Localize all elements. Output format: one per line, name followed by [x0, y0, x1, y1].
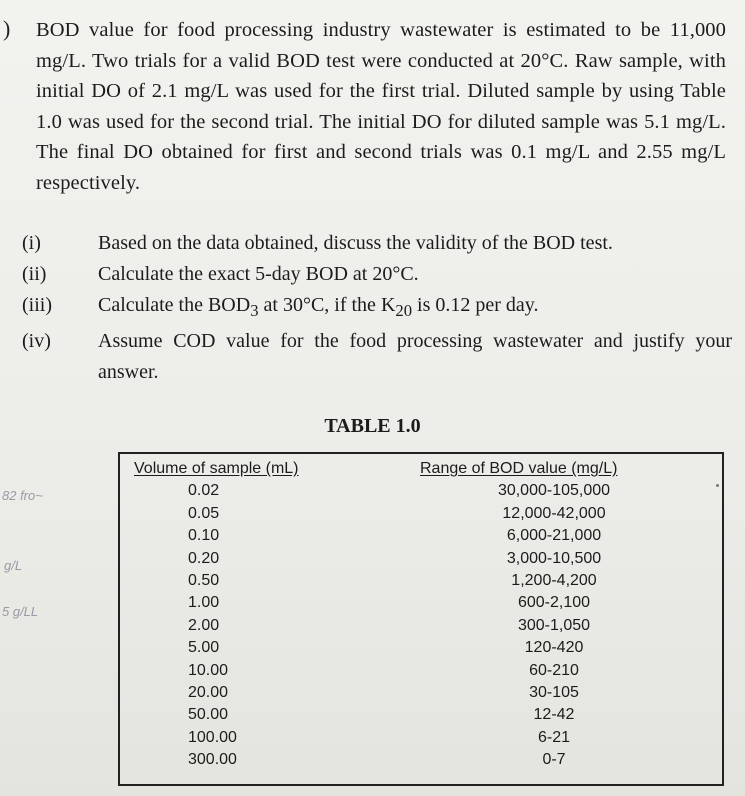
range-cell: 6,000-21,000: [506, 527, 602, 545]
range-cell: 12-42: [533, 706, 575, 724]
range-cell: 60-210: [529, 661, 579, 679]
range-cell: 12,000-42,000: [502, 504, 606, 522]
range-cell: 600-2,100: [517, 594, 591, 612]
volume-cell: 0.10: [188, 527, 220, 545]
range-cell: 120-420: [524, 639, 584, 657]
range-cell: 3,000-10,500: [506, 549, 602, 567]
volume-cell: 100.00: [188, 728, 237, 746]
question-text: Assume COD value for the food processing wastewater and justify your answer.: [98, 330, 732, 383]
margin-note: g/L: [4, 558, 23, 573]
ink-dot: [716, 484, 719, 487]
question-number: (i): [22, 232, 41, 254]
volume-cell: 50.00: [188, 706, 229, 724]
range-cell: 6-21: [537, 728, 571, 746]
volume-cell: 0.02: [188, 482, 220, 500]
question-item: [22, 290, 732, 326]
volume-column: [134, 458, 334, 772]
volume-cell: 1.00: [188, 594, 220, 612]
volume-cell: 2.00: [188, 616, 220, 634]
margin-note: 82 fro~: [2, 488, 43, 503]
volume-column-header: Volume of sample (mL): [134, 460, 299, 477]
page-edge-mark: [0, 18, 14, 40]
question-item: [22, 326, 732, 388]
volume-cell: 10.00: [188, 661, 229, 679]
range-cell: 30-105: [529, 684, 579, 702]
volume-cell: 0.05: [188, 504, 220, 522]
range-cell: 300-1,050: [517, 616, 591, 634]
volume-cell: 20.00: [188, 684, 229, 702]
question-item: [22, 228, 732, 259]
question-text: Calculate the exact 5-day BOD at 20°C.: [98, 263, 419, 285]
question-item: [22, 259, 732, 290]
bod-dilution-table: [118, 452, 724, 786]
question-text: Calculate the $BOD_3$ at 30°C, if the $K_{20}$ is 0.12 per day.: [98, 294, 539, 320]
volume-cell: 0.50: [188, 572, 220, 590]
question-number: (iv): [22, 330, 51, 352]
volume-cell: 0.20: [188, 549, 220, 567]
volume-cell: 300.00: [188, 751, 237, 769]
question-text: Based on the data obtained, discuss the validity of the BOD test.: [98, 232, 613, 254]
question-number: (ii): [22, 263, 47, 285]
question-number: (iii): [22, 294, 52, 316]
range-cell: 0-7: [542, 751, 566, 769]
margin-note: 5 g/LL: [2, 604, 39, 619]
range-column: [420, 458, 668, 772]
volume-cell: 5.00: [188, 639, 220, 657]
range-cell: 1,200-4,200: [511, 572, 597, 590]
question-list: [22, 228, 732, 388]
problem-statement: BOD value for food processing industry wastewater is estimated to be 11,000 mg/L. Two trials for a valid BOD test were conducted at 20°C. Raw sample, with initial DO of 2.1 mg/L was used for the first trial. Diluted sample by using Table 1.0 was used for the second trial. The initial DO for diluted sample was 5.1 mg/L. The final DO obtained for first and second trials was 0.1 mg/L and 2.55 mg/L respectively.: [36, 19, 726, 194]
range-column-header: Range of BOD value (mg/L): [420, 460, 618, 477]
range-cell: 30,000-105,000: [497, 482, 611, 500]
table-title: TABLE 1.0: [324, 415, 421, 437]
